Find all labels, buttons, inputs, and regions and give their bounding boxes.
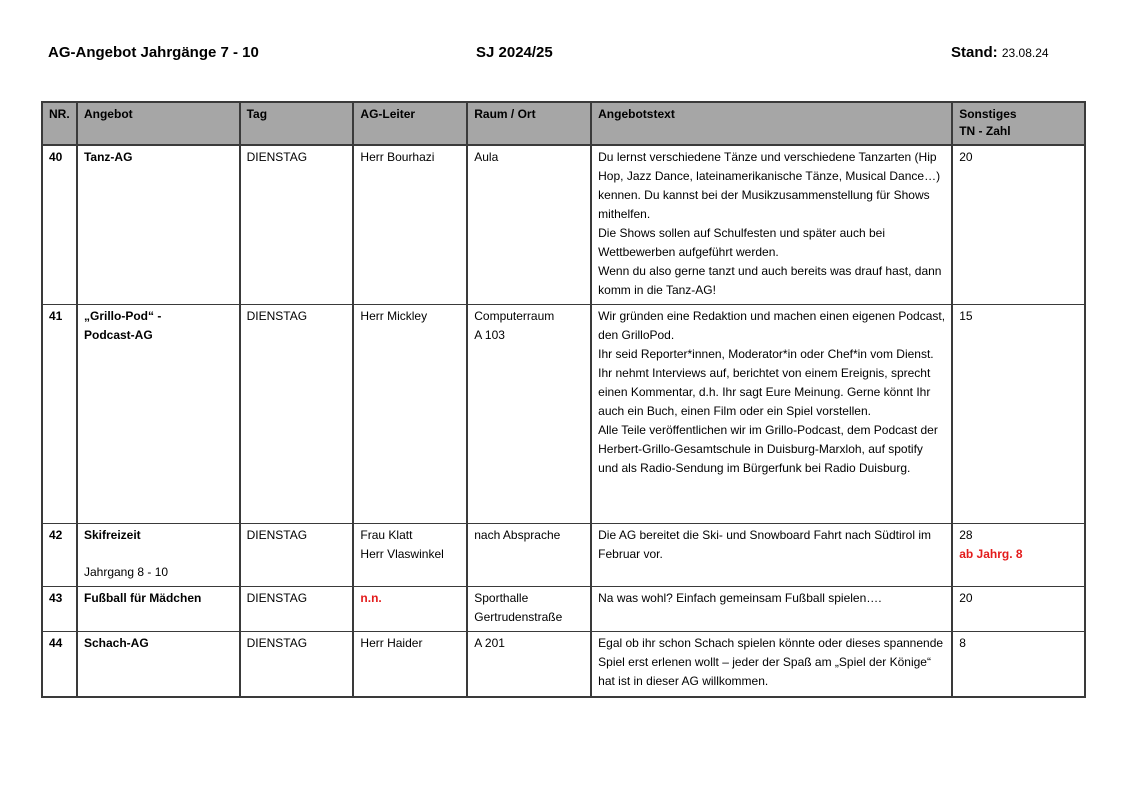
cell-leiter: n.n. — [353, 587, 467, 632]
cell-raum: A 201 — [467, 632, 591, 698]
cell-leiter: Herr Haider — [353, 632, 467, 698]
table-row — [42, 145, 1085, 305]
stand-label: Stand: — [951, 44, 998, 61]
cell-raum: nach Absprache — [467, 524, 591, 587]
col-header-text: Angebotstext — [591, 102, 952, 145]
cell-angebot: Fußball für Mädchen — [77, 587, 240, 632]
angebot-title: Skifreizeit — [83, 528, 141, 542]
col-header-raum: Raum / Ort — [467, 102, 591, 145]
cell-nr: 41 — [42, 305, 77, 524]
col-header-tag: Tag — [240, 102, 354, 145]
table-row — [42, 632, 1085, 698]
cell-tag: DIENSTAG — [240, 524, 354, 587]
cell-leiter: Herr Mickley — [353, 305, 467, 524]
col-header-leiter: AG-Leiter — [353, 102, 467, 145]
table-row — [42, 305, 1085, 524]
ag-table — [41, 101, 1086, 698]
cell-angebot: „Grillo-Pod“ - Podcast-AG — [77, 305, 240, 524]
col-header-nr: NR. — [42, 102, 77, 145]
col-header-angebot: Angebot — [77, 102, 240, 145]
cell-tn: 20 — [952, 145, 1085, 305]
stand-info — [951, 44, 1049, 61]
cell-tag: DIENSTAG — [240, 587, 354, 632]
col-header-sonstiges: Sonstiges TN - Zahl — [952, 102, 1085, 145]
cell-text: Na was wohl? Einfach gemeinsam Fußball spielen…. — [591, 587, 952, 632]
tn-count: 28 — [959, 528, 973, 542]
cell-text: Egal ob ihr schon Schach spielen könnte oder dieses spannende Spiel erst erlenen wollt – jeder der Spaß am „Spiel der Könige“ hat ist in dieser AG willkommen. — [591, 632, 952, 698]
cell-tn — [952, 524, 1085, 587]
cell-angebot: Tanz-AG — [77, 145, 240, 305]
cell-angebot — [77, 524, 240, 587]
document-title: AG-Angebot Jahrgänge 7 - 10 — [48, 44, 259, 61]
cell-leiter: Frau Klatt Herr Vlaswinkel — [353, 524, 467, 587]
table-header-row — [42, 102, 1085, 145]
cell-text: Wir gründen eine Redaktion und machen einen eigenen Podcast, den GrilloPod. Ihr seid Reporter*innen, Moderator*in oder Chef*in vom Dienst. Ihr nehmt Interviews auf, berichtet von einem Ereignis, sprecht einen Kommentar, d.h. Ihr sagt Eure Meinung. Gerne könnt Ihr auch ein Buch, einen Film oder ein Spiel vorstellen. Alle Teile veröffentlichen wir im Grillo-Podcast, dem Podcast der Herbert-Grillo-Gesamtschule in Duisburg-Marxloh, auf spotify und als Radio-Sendung im Bürgerfunk bei Radio Duisburg. — [591, 305, 952, 524]
cell-text: Die AG bereitet die Ski- und Snowboard Fahrt nach Südtirol im Februar vor. — [591, 524, 952, 587]
table-row — [42, 587, 1085, 632]
cell-tag: DIENSTAG — [240, 632, 354, 698]
cell-tag: DIENSTAG — [240, 145, 354, 305]
cell-raum: Aula — [467, 145, 591, 305]
cell-raum: Sporthalle Gertrudenstraße — [467, 587, 591, 632]
cell-nr: 42 — [42, 524, 77, 587]
cell-angebot: Schach-AG — [77, 632, 240, 698]
cell-nr: 43 — [42, 587, 77, 632]
cell-nr: 40 — [42, 145, 77, 305]
cell-tag: DIENSTAG — [240, 305, 354, 524]
angebot-subtitle: Jahrgang 8 - 10 — [83, 565, 169, 579]
cell-tn: 15 — [952, 305, 1085, 524]
cell-leiter: Herr Bourhazi — [353, 145, 467, 305]
cell-raum: Computerraum A 103 — [467, 305, 591, 524]
table-row — [42, 524, 1085, 587]
stand-date: 23.08.24 — [1001, 46, 1049, 60]
cell-tn: 8 — [952, 632, 1085, 698]
school-year: SJ 2024/25 — [476, 44, 553, 61]
tn-note: ab Jahrg. 8 — [959, 547, 1023, 561]
cell-nr: 44 — [42, 632, 77, 698]
cell-tn: 20 — [952, 587, 1085, 632]
cell-text: Du lernst verschiedene Tänze und verschiedene Tanzarten (Hip Hop, Jazz Dance, lateinamerikanische Tänze, Musical Dance…) kennen. Du kannst bei der Musikzusammenstellung für Shows mithelfen. Die Shows sollen auf Schulfesten und später auch bei Wettbewerben aufgeführt werden. Wenn du also gerne tanzt und auch bereits was drauf hast, dann komm in die Tanz-AG! — [591, 145, 952, 305]
